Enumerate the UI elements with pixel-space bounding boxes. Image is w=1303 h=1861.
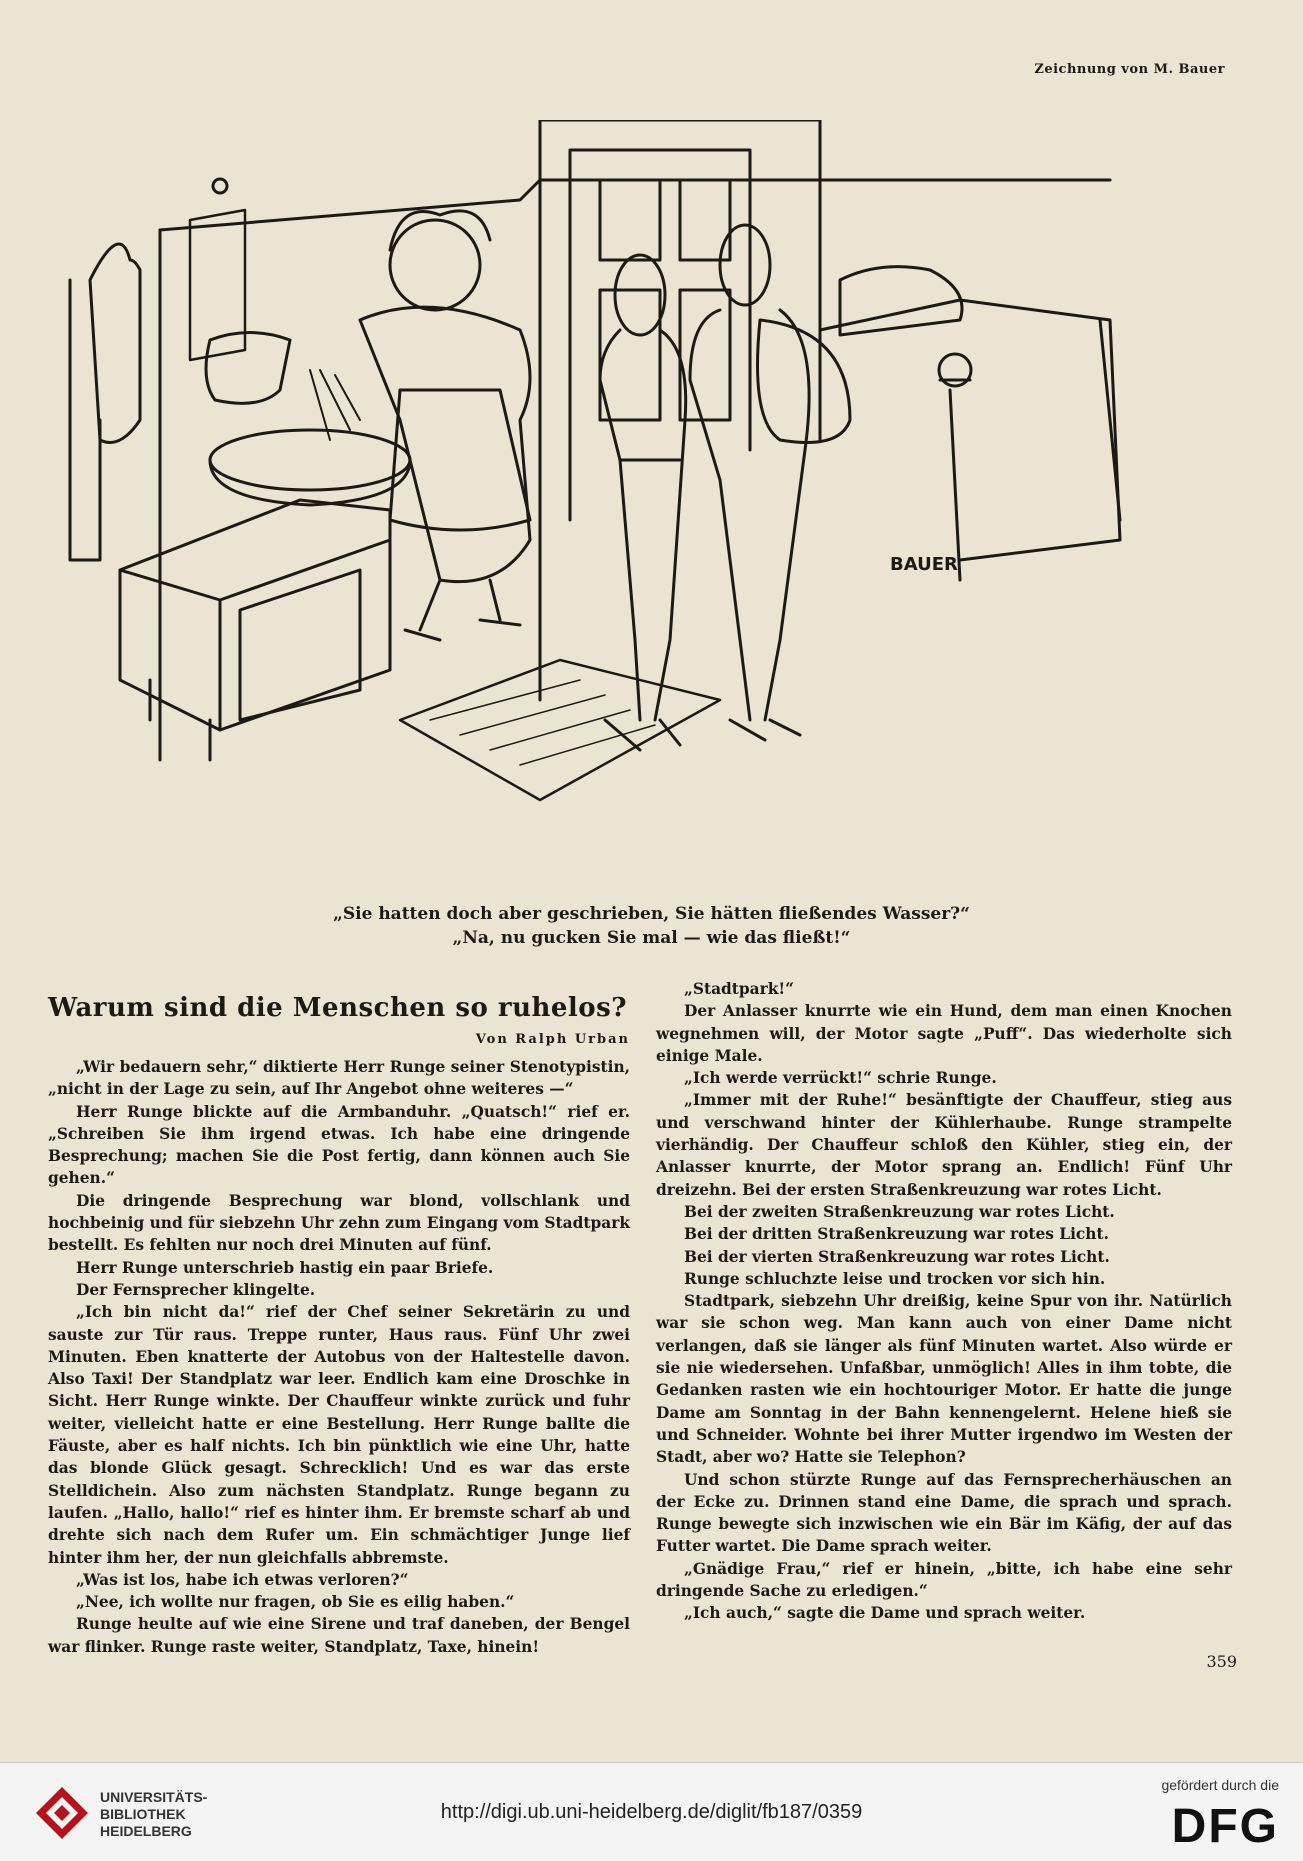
paragraph: Der Fernsprecher klingelte. [76,1280,316,1299]
article-headline: Warum sind die Menschen so ruhelos? [48,993,628,1023]
caption-line-2: „Na, nu gucken Sie mal — wie das fließt!“ [452,928,851,948]
paragraph: Herr Runge unterschrieb hastig ein paar Briefe. [76,1258,494,1277]
paragraph: Und schon stürzte Runge auf das Fernsprecherhäuschen an der Ecke zu. Drinnen stand eine Dame, die sprach und sprach. Runge bewegte sich inzwischen wie ein Bär im Käfig, der auf das Futter wartet. Die Dame sprach weiter. [656,1470,1232,1556]
paragraph: „Stadtpark!“ [684,980,795,998]
paragraph: „Wir bedauern sehr,“ diktierte Herr Runge seiner Stenotypistin, „nicht in der Lage zu sein, auf Ihr Angebot ohne weiteres —“ [48,1058,630,1099]
page-number: 359 [1206,1652,1237,1671]
funding-note: gefördert durch die [1161,1777,1279,1793]
dfg-logo[interactable]: DFG [1171,1800,1279,1853]
paragraph: Die dringende Besprechung war blond, vollschlank und hochbeinig und für siebzehn Uhr zehn zum Eingang vom Stadtpark bestellt. Es fehlten nur noch drei Minuten auf fünf. [48,1191,630,1255]
paragraph: Bei der dritten Straßenkreuzung war rotes Licht. [684,1225,1109,1244]
paragraph: „Ich bin nicht da!“ rief der Chef seiner Sekretärin zu und sauste zur Tür raus. Treppe runter, Haus raus. Fünf Uhr zwei Minuten. Eben knatterte der Autobus von der Haltestelle davon. Also Taxi! Der Standplatz war leer. Endlich kam eine Droschke in Sicht. Herr Runge winkte. Der Chauffeur winkte zurück und fuhr weiter, vielleicht hatte er eine Bestellung. Herr Runge ballte die Fäuste, aber es half nichts. Ich bin pünktlich wie eine Uhr, hatte das blonde Glück gesagt. Schrecklich! Und es war das erste Stelldichein. Also zum nächsten Standplatz. Runge begann zu laufen. „Hallo, hallo!“ rief es hinter ihm. Er bremste scharf ab und drehte sich nach dem Rufer um. Ein schmächtiger Junge lief hinter ihm her, der nun gleichfalls abbremste. [48,1303,630,1567]
paragraph: „Ich auch,“ sagte die Dame und sprach weiter. [684,1604,1086,1623]
artist-signature: BAUER [890,554,958,575]
library-name[interactable]: UNIVERSITÄTS- BIBLIOTHEK HEIDELBERG [100,1789,208,1839]
viewer-footer [0,1762,1303,1861]
paragraph: Bei der vierten Straßenkreuzung war rotes Licht. [684,1247,1110,1266]
paragraph: „Nee, ich wollte nur fragen, ob Sie es eilig haben.“ [76,1593,515,1612]
paragraph: Der Anlasser knurrte wie ein Hund, dem man einen Knochen wegnehmen will, der Motor sagte „Puff“. Das wiederholte sich einige Male. [656,1002,1232,1065]
cartoon-illustration [60,120,1240,890]
paragraph: „Ich werde verrückt!“ schrie Runge. [684,1069,997,1088]
permalink-url[interactable]: http://digi.ub.uni-heidelberg.de/diglit/fb187/0359 [440,1801,863,1823]
paragraph: Bei der zweiten Straßenkreuzung war rotes Licht. [684,1202,1115,1221]
paragraph: „Immer mit der Ruhe!“ besänftigte der Chauffeur, stieg aus und verschwand hinter der Kühlerhaube. Runge strampelte vierhändig. Der Chauffeur schloß den Kühler, stieg ein, der Anlasser knurrte, der Motor sprang an. Endlich! Fünf Uhr dreizehn. Bei der ersten Straßenkreuzung war rotes Licht. [656,1091,1232,1199]
paragraph: Herr Runge blickte auf die Armbanduhr. „Quatsch!“ rief er. „Schreiben Sie ihm irgend etwas. Ich habe eine dringende Besprechung; machen Sie die Post fertig, dann können auch Sie gehen.“ [48,1102,630,1188]
paragraph: Runge heulte auf wie eine Sirene und traf daneben, der Bengel war flinker. Runge raste weiter, Standplatz, Taxe, hinein! [48,1615,630,1656]
article-byline: Von Ralph Urban [475,1032,630,1047]
caption-line-1: „Sie hatten doch aber geschrieben, Sie hätten fließendes Wasser?“ [333,904,970,924]
cartoon-drawing [60,120,1240,890]
paragraph: „Gnädige Frau,“ rief er hinein, „bitte, ich habe eine sehr dringende Sache zu erledigen.“ [656,1559,1232,1601]
illustration-credit: Zeichnung von M. Bauer [1034,62,1225,77]
paragraph: „Was ist los, habe ich etwas verloren?“ [76,1570,409,1589]
paragraph: Stadtpark, siebzehn Uhr dreißig, keine Spur von ihr. Natürlich war sie schon weg. Man kann auch von einer Dame nicht verlangen, daß sie länger als fünf Minuten wartet. Also würde er sie nie wiedersehen. Unfaßbar, unmöglich! Alles in ihm tobte, die Gedanken rasten wie ein hochtouriger Motor. Er hatte die junge Dame am Sonntag in der Bahn kennengelernt. Helene hieß sie und Schneider. Wohnte bei ihrer Mutter irgendwo im Westen der Stadt, aber wo? Hatte sie Telephon? [656,1292,1232,1467]
cartoon-caption [0,902,1303,950]
article-column-left [48,1056,630,1658]
paragraph: Runge schluchzte leise und trocken vor sich hin. [684,1269,1106,1288]
article-column-right [656,978,1232,1625]
